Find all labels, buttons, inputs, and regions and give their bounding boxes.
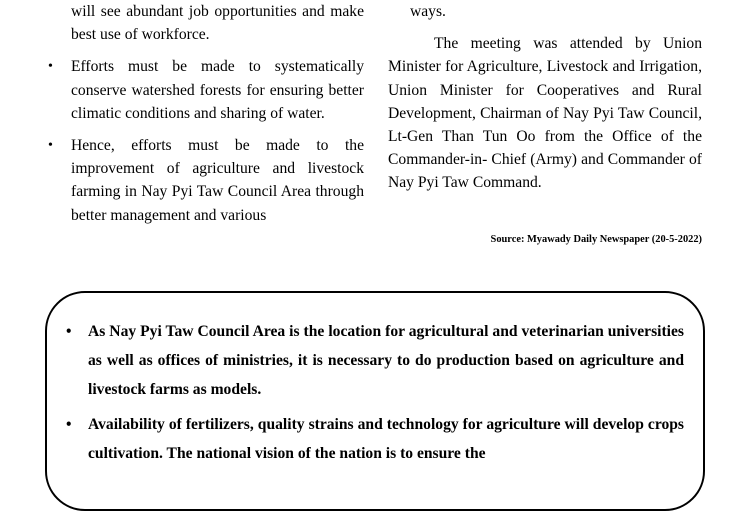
left-bullet-text: Efforts must be made to systematically conserve watershed forests for ensuring better climatic conditions and sharing of water. [71,58,364,122]
left-bullet-item [48,134,364,227]
box-bullet-item [66,410,684,468]
box-bullet-text: Availability of fertilizers, quality strains and technology for agriculture will develop crops cultivation. The national vision of the nation is to ensure the [88,416,684,462]
box-bullet-item [66,317,684,404]
right-continued-text: ways. [410,3,446,20]
left-bullet-item [48,55,364,125]
bullet-icon: • [66,323,72,340]
box-bullet-text: As Nay Pyi Taw Council Area is the location for agricultural and veterinarian universities as well as offices of ministries, it is necessary to do production based on agriculture and livestock farms as models. [88,323,684,398]
source-citation: Source: Myawady Daily Newspaper (20-5-2022) [490,234,702,245]
left-column [48,0,364,236]
left-bullet-text: Hence, efforts must be made to the improvement of agriculture and livestock farming in Nay Pyi Taw Council Area through better management and various [71,137,364,224]
right-paragraph: The meeting was attended by Union Minister for Agriculture, Livestock and Irrigation, Union Minister for Cooperatives and Rural Development, Chairman of Nay Pyi Taw Council, Lt-Gen Than Tun Oo from the Office of the Commander-in- Chief (Army) and Commander of Nay Pyi Taw Command. [388,35,702,192]
box-bullet-list [66,317,684,474]
bullet-icon: • [66,416,72,433]
bullet-icon: • [48,59,53,75]
right-column [388,0,702,195]
left-lead-text: will see abundant job opportunities and make best use of workforce. [71,3,364,44]
bullet-icon: • [48,138,53,154]
